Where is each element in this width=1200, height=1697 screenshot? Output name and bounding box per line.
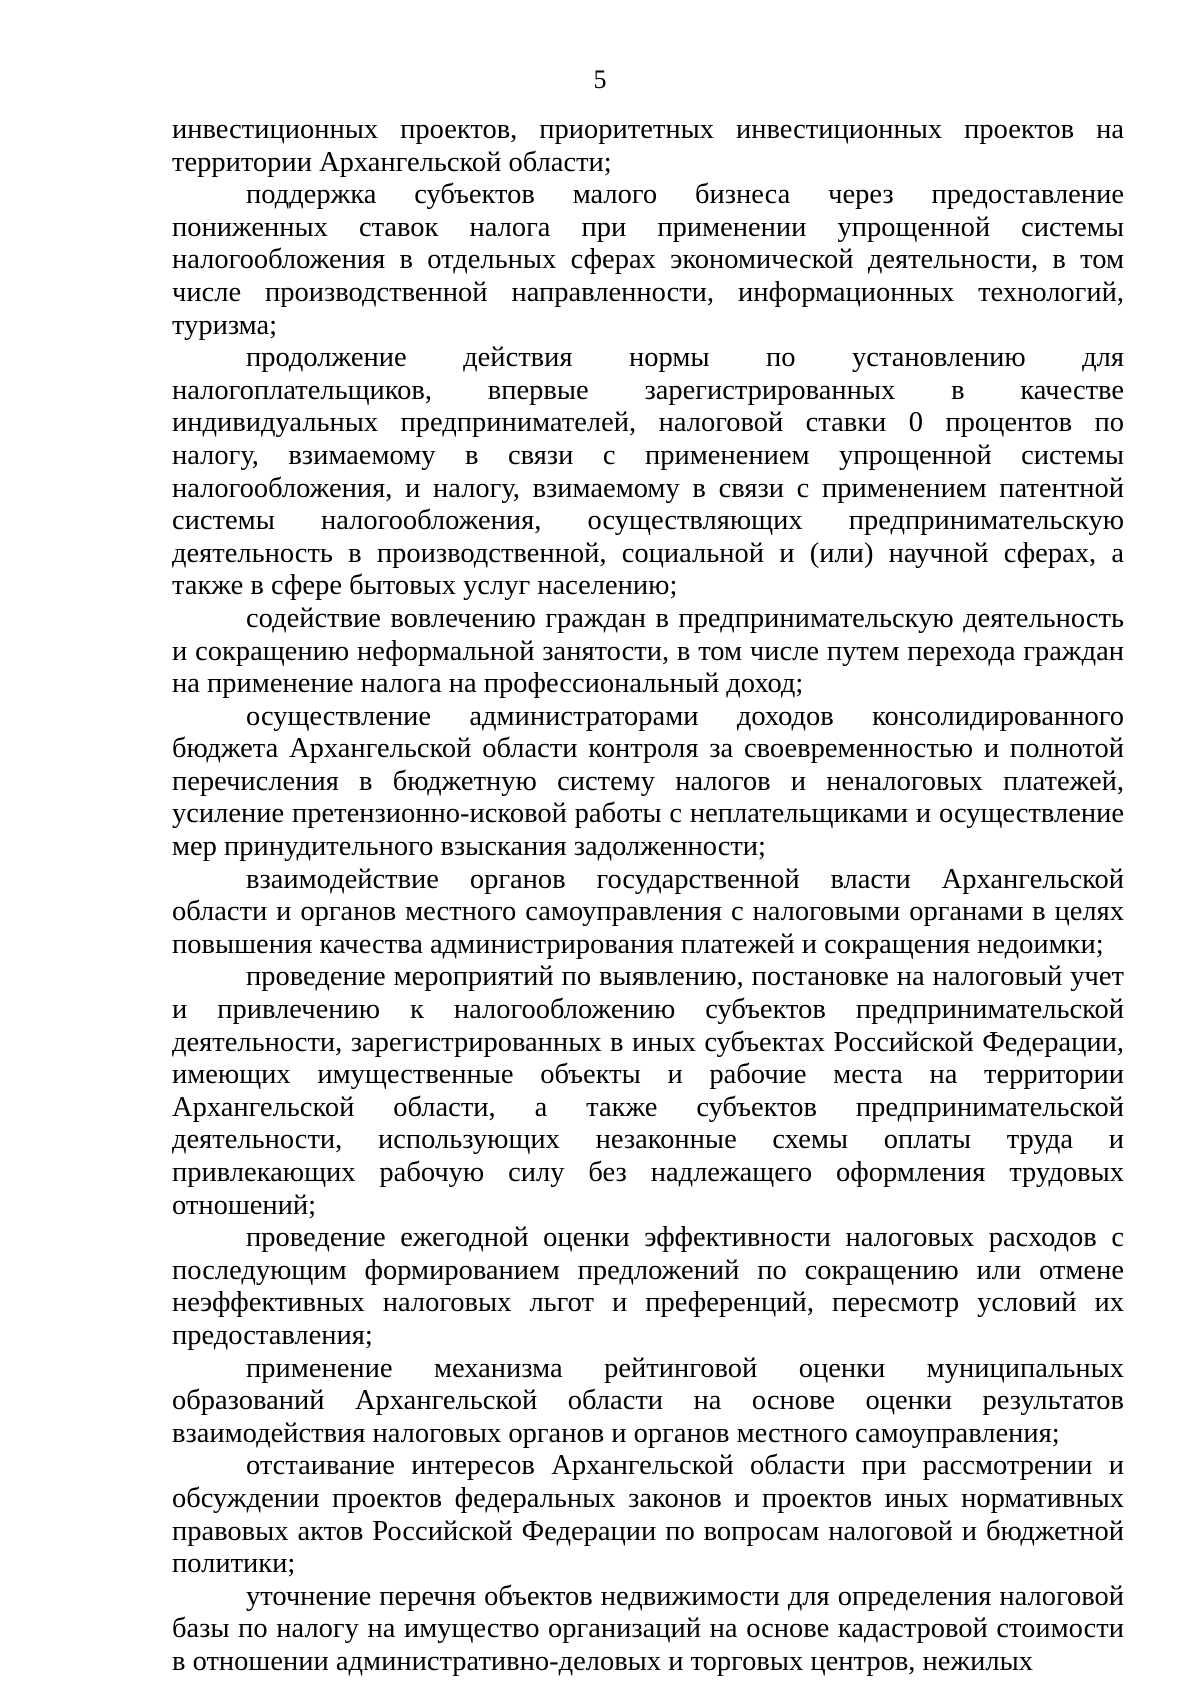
paragraph-tax-expenditure-assessment: проведение ежегодной оценки эффективности налоговых расходов с последующим формированием предложений по сокращению или отмене неэффективных налоговых льгот и преференций, пересмотр условий их предоставления; (172, 1222, 1124, 1351)
paragraph-zero-tax-rate: продолжение действия нормы по установлению для налогоплательщиков, впервые зарегистрированных в качестве индивидуальных предпринимателей, налоговой ставки 0 процентов по налогу, взимаемому в связи с применением упрощенной системы налогообложения, и налогу, взимаемому в связи с применением патентной системы налогообложения, осуществляющих предпринимательскую деятельность в производственной, социальной и (или) научной сферах, а также в сфере бытовых услуг населению; (172, 342, 1124, 602)
paragraph-entrepreneurship-involvement: содействие вовлечению граждан в предпринимательскую деятельность и сокращению неформальной занятости, в том числе путем перехода граждан на применение налога на профессиональный доход; (172, 602, 1124, 700)
page-number: 5 (593, 65, 607, 94)
document-body (172, 114, 1124, 1679)
paragraph-tax-registration-measures: проведение мероприятий по выявлению, постановке на налоговый учет и привлечению к налогообложению субъектов предпринимательской деятельности, зарегистрированных в иных субъектах Российской Федерации, имеющих имущественные объекты и рабочие места на территории Архангельской области, а также субъектов предпринимательской деятельности, использующих незаконные схемы оплаты труда и привлекающих рабочую силу без надлежащего оформления трудовых отношений; (172, 961, 1124, 1221)
paragraph-authorities-interaction: взаимодействие органов государственной власти Архангельской области и органов местного самоуправления с налоговыми органами в целях повышения качества администрирования платежей и сокращения недоимки; (172, 863, 1124, 960)
paragraph-revenue-control: осуществление администраторами доходов консолидированного бюджета Архангельской области контроля за своевременностью и полнотой перечисления в бюджетную систему налогов и неналоговых платежей, усиление претензионно-исковой работы с неплательщиками и осуществление мер принудительного взыскания задолженности; (172, 700, 1124, 863)
paragraph-small-business-support: поддержка субъектов малого бизнеса через предоставление пониженных ставок налога при применении упрощенной системы налогообложения в отдельных сферах экономической деятельности, в том числе производственной направленности, информационных технологий, туризма; (172, 179, 1124, 341)
paragraph-rating-assessment: применение механизма рейтинговой оценки муниципальных образований Архангельской области на основе оценки результатов взаимодействия налоговых органов и органов местного самоуправления; (172, 1352, 1124, 1449)
paragraph-continuation: инвестиционных проектов, приоритетных инвестиционных проектов на территории Архангельской области; (172, 114, 1124, 178)
paragraph-interest-advocacy: отстаивание интересов Архангельской области при рассмотрении и обсуждении проектов федеральных законов и проектов иных нормативных правовых актов Российской Федерации по вопросам налоговой и бюджетной политики; (172, 1450, 1124, 1580)
paragraph-real-estate-list: уточнение перечня объектов недвижимости для определения налоговой базы по налогу на имущество организаций на основе кадастровой стоимости в отношении административно-деловых и торговых центров, нежилых (172, 1580, 1124, 1677)
